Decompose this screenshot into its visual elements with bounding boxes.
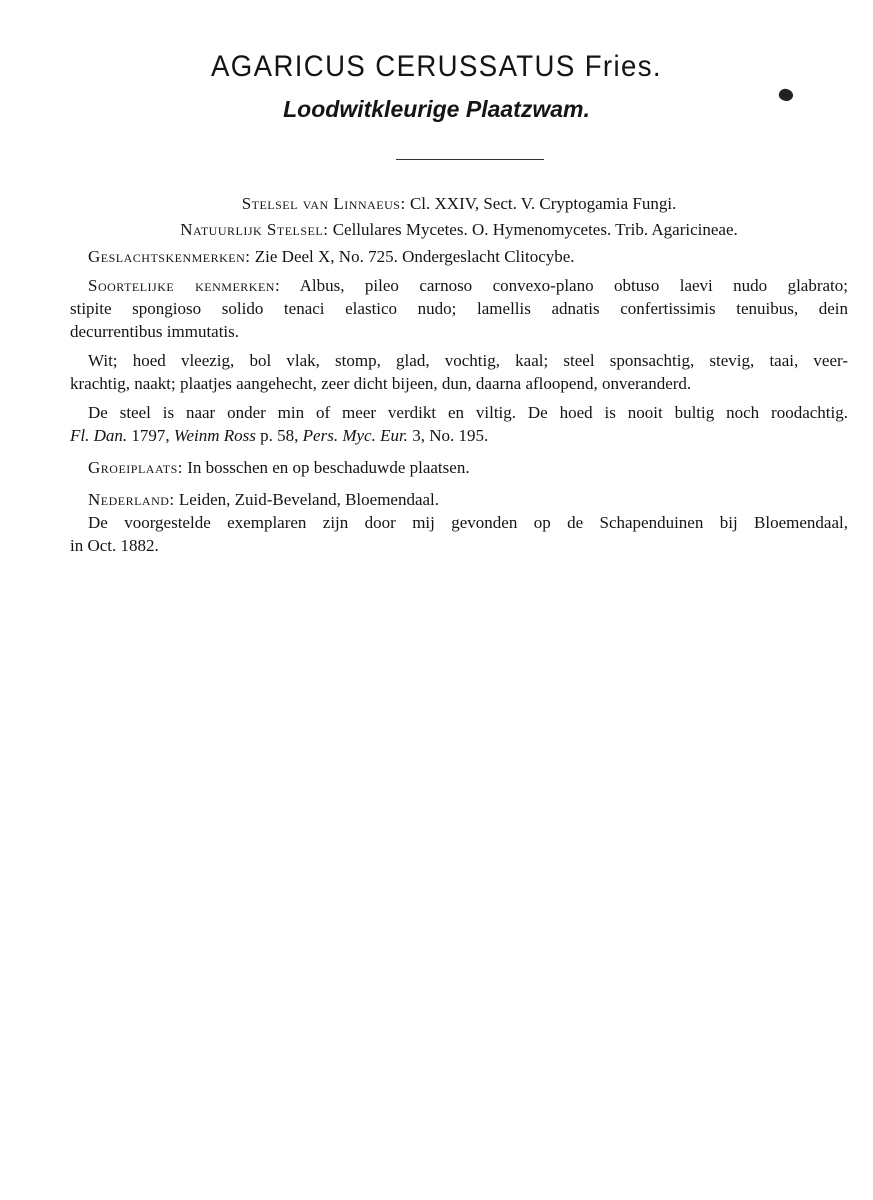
netherlands-note-2: in Oct. 1882. — [70, 536, 159, 555]
natural-system-label: Natuurlijk Stelsel: — [180, 220, 329, 239]
habitat-label: Groeiplaats: — [88, 458, 184, 477]
netherlands-line — [70, 488, 848, 511]
species-latin-3: decurrentibus immutatis. — [70, 322, 240, 341]
ref-fl: Fl. Dan. — [70, 426, 128, 445]
natural-system-value: Cellulares Mycetes. O. Hymenomycetes. Trib. Agaricineae. — [332, 220, 738, 239]
ref-weinm: Weinm Ross — [173, 426, 256, 445]
netherlands-note-1: De voorgestelde exemplaren zijn door mij gevonden op de Schapenduinen bij Bloemendaal, — [88, 513, 848, 532]
ref-weinm-num: p. 58, — [260, 426, 299, 445]
species-line-1 — [70, 274, 848, 297]
page-subtitle: Loodwitkleurige Plaatzwam. — [283, 96, 590, 122]
genus-label: Geslachtskenmerken: — [88, 247, 251, 266]
species-latin-paragraph — [70, 274, 848, 343]
ref-pers-num: 3, No. 195. — [412, 426, 489, 445]
habitat-line — [70, 456, 848, 479]
species-dutch-paragraph — [70, 349, 848, 395]
note-paragraph — [70, 401, 848, 447]
species-dutch-2: krachtig, naakt; plaatjes aangehecht, zeer dicht bijeen, dun, daarna afloopend, onveranderd. — [70, 374, 692, 393]
page-title: AGARICUS CERUSSATUS Fries. — [211, 50, 662, 83]
species-dutch-1: Wit; hoed vleezig, bol vlak, stomp, glad, vochtig, kaal; steel sponsachtig, stevig, taai, veer- — [88, 351, 848, 370]
note-line-1: De steel is naar onder min of meer verdikt en viltig. De hoed is nooit bultig noch roodachtig. — [88, 403, 848, 422]
netherlands-value: Leiden, Zuid-Beveland, Bloemendaal. — [178, 490, 440, 509]
references-line — [70, 424, 848, 447]
habitat-value: In bosschen en op beschaduwde plaatsen. — [187, 458, 470, 477]
linnaeus-line — [70, 192, 848, 215]
species-latin-1: Albus, pileo carnoso convexo-plano obtuso laevi nudo glabrato; — [299, 276, 849, 295]
natural-system-line — [70, 218, 848, 241]
linnaeus-label: Stelsel van Linnaeus: — [241, 194, 406, 213]
species-latin-2: stipite spongioso solido tenaci elastico nudo; lamellis adnatis confertissimis tenuibus, dein — [70, 299, 848, 318]
genus-value: Zie Deel X, No. 725. Ondergeslacht Clitocybe. — [254, 247, 575, 266]
species-label: Soortelijke kenmerken: — [88, 276, 281, 295]
document-body — [70, 192, 848, 557]
ref-fl-num: 1797, — [131, 426, 170, 445]
linnaeus-value: Cl. XXIV, Sect. V. Cryptogamia Fungi. — [409, 194, 677, 213]
genus-line — [70, 245, 848, 268]
title-divider — [396, 159, 544, 160]
netherlands-label: Nederland: — [88, 490, 175, 509]
ref-pers: Pers. Myc. Eur. — [302, 426, 408, 445]
